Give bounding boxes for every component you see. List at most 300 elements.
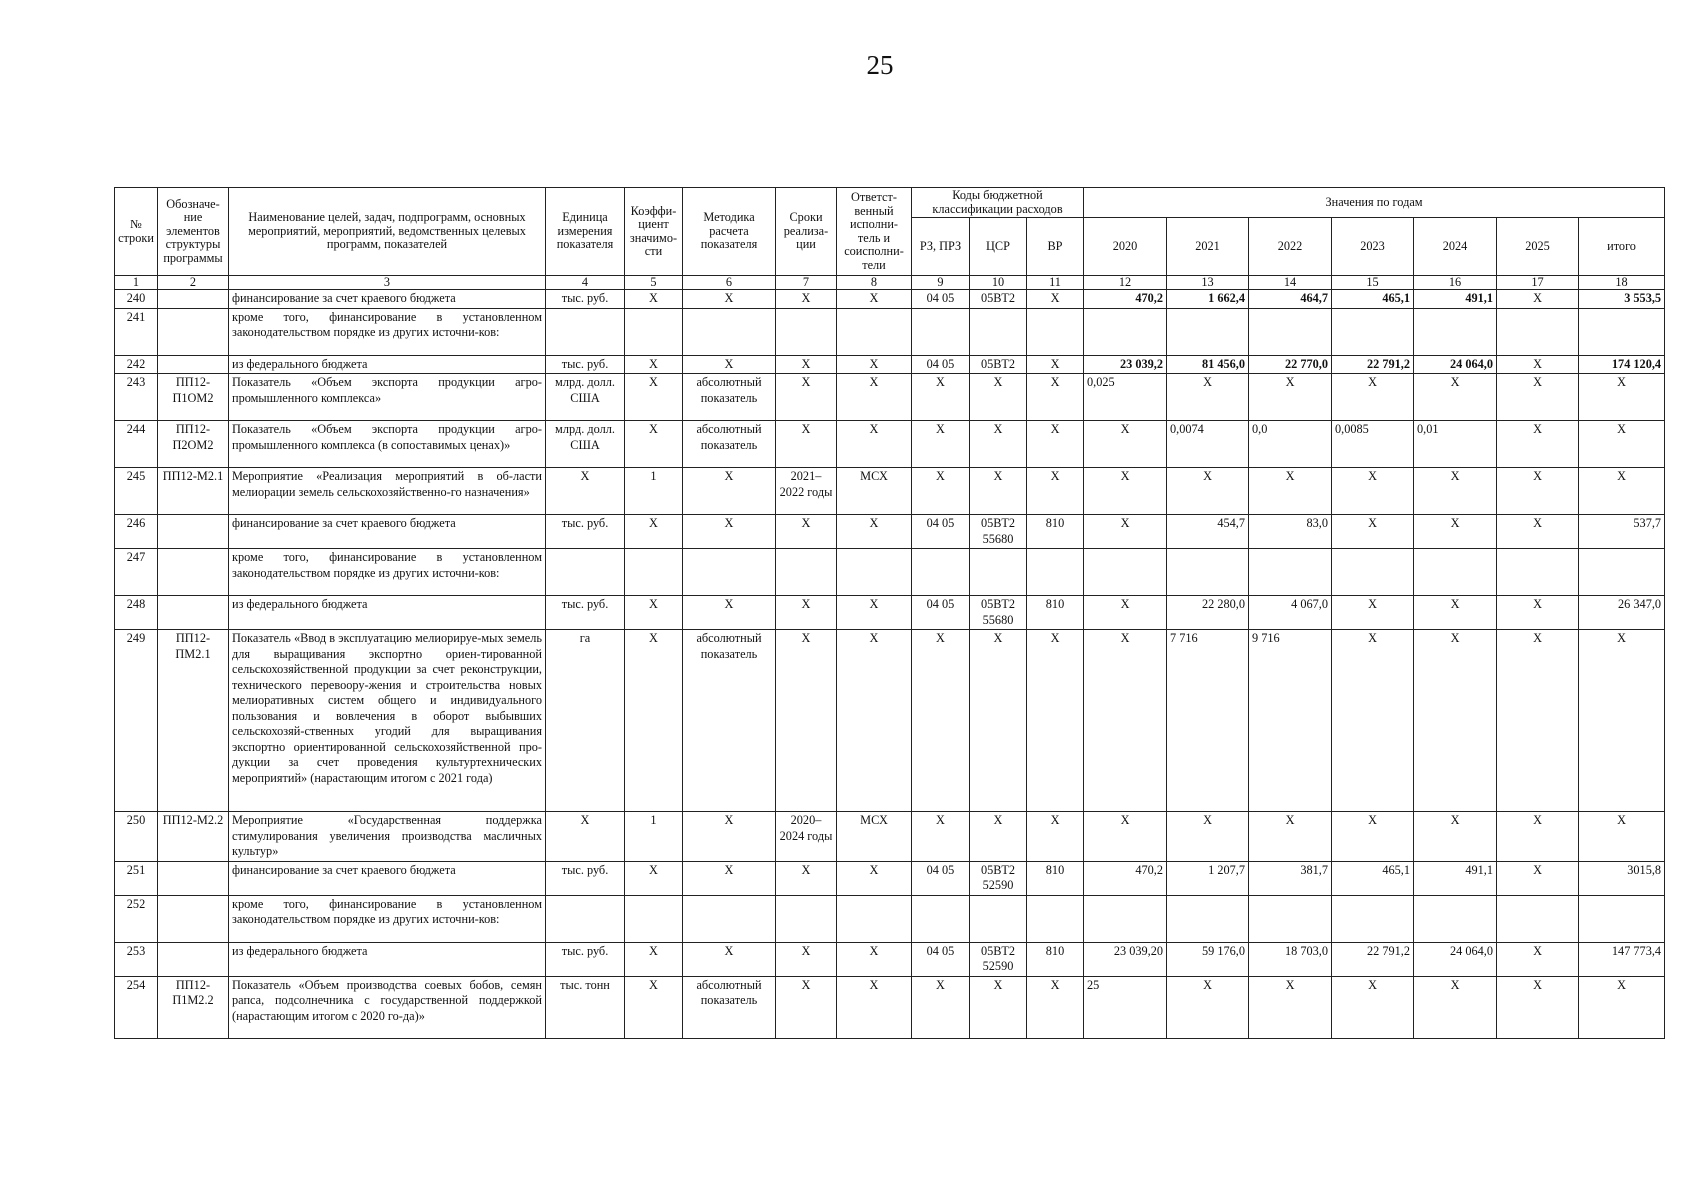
column-number: 18 <box>1579 276 1665 290</box>
responsible-cell <box>837 549 912 596</box>
header-name: Наименование целей, задач, подпрограмм, основных мероприятий, мероприятий, ведомственных целевых программ, показателей <box>229 188 546 276</box>
csr-cell: X <box>970 976 1027 1038</box>
header-row-number: № строки <box>115 188 158 276</box>
header-year: 2022 <box>1249 218 1332 276</box>
structure-code: ПП12-П1ОМ2 <box>158 374 229 421</box>
unit-cell: тыс. руб. <box>546 355 625 374</box>
column-number: 4 <box>546 276 625 290</box>
year-value-cell: X <box>1167 468 1249 515</box>
responsible-cell <box>837 895 912 942</box>
year-value-cell: 4 067,0 <box>1249 596 1332 630</box>
unit-cell: млрд. долл. США <box>546 421 625 468</box>
name-cell: кроме того, финансирование в установленном законодательством порядке из других источни-ков: <box>229 895 546 942</box>
column-number: 16 <box>1414 276 1497 290</box>
header-year: 2023 <box>1332 218 1414 276</box>
coefficient-cell: X <box>625 290 683 309</box>
column-number: 5 <box>625 276 683 290</box>
structure-code: ПП12-М2.2 <box>158 812 229 862</box>
year-value-cell: X <box>1497 942 1579 976</box>
csr-cell: X <box>970 374 1027 421</box>
method-cell: X <box>683 355 776 374</box>
year-value-cell: X <box>1167 812 1249 862</box>
coefficient-cell: X <box>625 861 683 895</box>
column-numbers-row <box>115 276 1665 290</box>
table-row <box>115 895 1665 942</box>
year-value-cell: 59 176,0 <box>1167 942 1249 976</box>
header-budget-codes: Коды бюджетной классификации расходов <box>912 188 1084 218</box>
row-number: 243 <box>115 374 158 421</box>
header-year: 2020 <box>1084 218 1167 276</box>
year-value-cell: X <box>1332 515 1414 549</box>
column-number: 6 <box>683 276 776 290</box>
method-cell <box>683 549 776 596</box>
year-value-cell: X <box>1332 812 1414 862</box>
term-cell: X <box>776 374 837 421</box>
year-value-cell: X <box>1497 290 1579 309</box>
coefficient-cell: X <box>625 355 683 374</box>
table-row <box>115 355 1665 374</box>
column-number: 14 <box>1249 276 1332 290</box>
term-cell: 2021–2022 годы <box>776 468 837 515</box>
year-value-cell: 1 207,7 <box>1167 861 1249 895</box>
method-cell <box>683 895 776 942</box>
table-row <box>115 515 1665 549</box>
year-value-cell: X <box>1497 468 1579 515</box>
csr-cell: X <box>970 468 1027 515</box>
term-cell <box>776 549 837 596</box>
column-number: 3 <box>229 276 546 290</box>
year-value-cell: 83,0 <box>1249 515 1332 549</box>
total-value-cell: 26 347,0 <box>1579 596 1665 630</box>
responsible-cell: X <box>837 355 912 374</box>
term-cell <box>776 308 837 355</box>
year-value-cell: X <box>1249 812 1332 862</box>
row-number: 247 <box>115 549 158 596</box>
vr-cell <box>1027 549 1084 596</box>
row-number: 253 <box>115 942 158 976</box>
year-value-cell: X <box>1084 421 1167 468</box>
year-value-cell: 454,7 <box>1167 515 1249 549</box>
year-value-cell <box>1167 895 1249 942</box>
year-value-cell: 81 456,0 <box>1167 355 1249 374</box>
year-value-cell: X <box>1249 976 1332 1038</box>
row-number: 246 <box>115 515 158 549</box>
coefficient-cell <box>625 895 683 942</box>
total-value-cell: 3 553,5 <box>1579 290 1665 309</box>
year-value-cell: X <box>1167 976 1249 1038</box>
responsible-cell: МСХ <box>837 812 912 862</box>
year-value-cell: X <box>1084 515 1167 549</box>
year-value-cell: X <box>1497 812 1579 862</box>
vr-cell: X <box>1027 630 1084 812</box>
year-value-cell: 491,1 <box>1414 861 1497 895</box>
year-value-cell: X <box>1497 861 1579 895</box>
vr-cell: X <box>1027 290 1084 309</box>
responsible-cell: X <box>837 942 912 976</box>
rz-prz-cell: X <box>912 468 970 515</box>
term-cell: X <box>776 942 837 976</box>
table-row <box>115 942 1665 976</box>
rz-prz-cell: 04 05 <box>912 515 970 549</box>
responsible-cell: МСХ <box>837 468 912 515</box>
year-value-cell: X <box>1414 976 1497 1038</box>
unit-cell: тыс. руб. <box>546 861 625 895</box>
year-value-cell: 0,0074 <box>1167 421 1249 468</box>
total-value-cell <box>1579 895 1665 942</box>
year-value-cell <box>1084 549 1167 596</box>
total-value-cell: 537,7 <box>1579 515 1665 549</box>
csr-cell: X <box>970 630 1027 812</box>
year-value-cell: 23 039,20 <box>1084 942 1167 976</box>
year-value-cell <box>1497 308 1579 355</box>
header-vr: ВР <box>1027 218 1084 276</box>
name-cell: Мероприятие «Государственная поддержка стимулирования увеличения производства масличных культур» <box>229 812 546 862</box>
year-value-cell: 23 039,2 <box>1084 355 1167 374</box>
header-values-by-year: Значения по годам <box>1084 188 1665 218</box>
table-row <box>115 812 1665 862</box>
csr-cell: 05ВТ2 52590 <box>970 942 1027 976</box>
column-number: 15 <box>1332 276 1414 290</box>
responsible-cell: X <box>837 290 912 309</box>
unit-cell <box>546 895 625 942</box>
table-row <box>115 468 1665 515</box>
year-value-cell: X <box>1414 515 1497 549</box>
structure-code: ПП12-П1М2.2 <box>158 976 229 1038</box>
row-number: 242 <box>115 355 158 374</box>
unit-cell: тыс. руб. <box>546 515 625 549</box>
name-cell: из федерального бюджета <box>229 596 546 630</box>
unit-cell: X <box>546 812 625 862</box>
structure-code <box>158 942 229 976</box>
header-year: 2024 <box>1414 218 1497 276</box>
total-value-cell: X <box>1579 630 1665 812</box>
name-cell: кроме того, финансирование в установленном законодательством порядке из других источни-ков: <box>229 308 546 355</box>
year-value-cell: 0,025 <box>1084 374 1167 421</box>
unit-cell: тыс. руб. <box>546 596 625 630</box>
year-value-cell <box>1084 308 1167 355</box>
column-number: 11 <box>1027 276 1084 290</box>
name-cell: финансирование за счет краевого бюджета <box>229 290 546 309</box>
csr-cell: 05ВТ2 55680 <box>970 596 1027 630</box>
row-number: 244 <box>115 421 158 468</box>
responsible-cell: X <box>837 374 912 421</box>
year-value-cell: X <box>1332 630 1414 812</box>
year-value-cell: 0,01 <box>1414 421 1497 468</box>
unit-cell: тыс. тонн <box>546 976 625 1038</box>
year-value-cell <box>1332 895 1414 942</box>
term-cell: X <box>776 861 837 895</box>
year-value-cell <box>1249 549 1332 596</box>
column-number: 13 <box>1167 276 1249 290</box>
structure-code <box>158 355 229 374</box>
rz-prz-cell <box>912 895 970 942</box>
year-value-cell <box>1332 308 1414 355</box>
term-cell: X <box>776 596 837 630</box>
year-value-cell: 381,7 <box>1249 861 1332 895</box>
total-value-cell: X <box>1579 374 1665 421</box>
year-value-cell: 25 <box>1084 976 1167 1038</box>
year-value-cell: X <box>1249 374 1332 421</box>
term-cell: X <box>776 421 837 468</box>
method-cell: X <box>683 290 776 309</box>
vr-cell: 810 <box>1027 942 1084 976</box>
year-value-cell: X <box>1084 630 1167 812</box>
csr-cell: 05ВТ2 <box>970 355 1027 374</box>
year-value-cell: 22 791,2 <box>1332 355 1414 374</box>
vr-cell <box>1027 895 1084 942</box>
table-row <box>115 630 1665 812</box>
name-cell: Показатель «Объем экспорта продукции агро-промышленного комплекса» <box>229 374 546 421</box>
row-number: 245 <box>115 468 158 515</box>
year-value-cell <box>1414 308 1497 355</box>
total-value-cell <box>1579 308 1665 355</box>
csr-cell <box>970 895 1027 942</box>
term-cell: X <box>776 290 837 309</box>
total-value-cell: X <box>1579 812 1665 862</box>
name-cell: из федерального бюджета <box>229 355 546 374</box>
term-cell: X <box>776 355 837 374</box>
year-value-cell: 18 703,0 <box>1249 942 1332 976</box>
vr-cell: 810 <box>1027 861 1084 895</box>
year-value-cell: X <box>1414 374 1497 421</box>
vr-cell: X <box>1027 374 1084 421</box>
rz-prz-cell: X <box>912 976 970 1038</box>
header-responsible: Ответст-венный исполни-тель и соисполни-тели <box>837 188 912 276</box>
row-number: 241 <box>115 308 158 355</box>
year-value-cell: X <box>1414 468 1497 515</box>
table-row <box>115 290 1665 309</box>
total-value-cell: 3015,8 <box>1579 861 1665 895</box>
responsible-cell <box>837 308 912 355</box>
table-row <box>115 549 1665 596</box>
name-cell: Показатель «Ввод в эксплуатацию мелиорируе-мых земель для выращивания экспортно ориен-тированной сельскохозяйственной продукции за счет реконструкции, технического перевоору-жения и строительства новых мелиоративных систем общего и индивидуального пользования и вовлечения в оборот выбывших сельскохозяй-ственных угодий для выращивания экспортно ориентированной сельскохозяйственной про-дукции за счет проведения культуртехнических мероприятий» (нарастающим итогом с 2021 года) <box>229 630 546 812</box>
table-row <box>115 421 1665 468</box>
csr-cell: X <box>970 421 1027 468</box>
row-number: 251 <box>115 861 158 895</box>
csr-cell: X <box>970 812 1027 862</box>
header-structure-code: Обозначе-ние элементов структуры программы <box>158 188 229 276</box>
year-value-cell: 9 716 <box>1249 630 1332 812</box>
total-value-cell: X <box>1579 976 1665 1038</box>
name-cell: Показатель «Объем производства соевых бобов, семян рапса, подсолнечника с государственной поддержкой (нарастающим итогом с 2020 го-да)» <box>229 976 546 1038</box>
vr-cell <box>1027 308 1084 355</box>
year-value-cell: X <box>1249 468 1332 515</box>
structure-code <box>158 308 229 355</box>
column-number: 9 <box>912 276 970 290</box>
vr-cell: X <box>1027 468 1084 515</box>
year-value-cell <box>1249 308 1332 355</box>
vr-cell: 810 <box>1027 596 1084 630</box>
structure-code <box>158 549 229 596</box>
year-value-cell: X <box>1497 515 1579 549</box>
year-value-cell: 464,7 <box>1249 290 1332 309</box>
table-row <box>115 596 1665 630</box>
total-value-cell: X <box>1579 421 1665 468</box>
method-cell: X <box>683 468 776 515</box>
name-cell: финансирование за счет краевого бюджета <box>229 861 546 895</box>
vr-cell: X <box>1027 355 1084 374</box>
csr-cell <box>970 549 1027 596</box>
year-value-cell: X <box>1497 374 1579 421</box>
name-cell: Показатель «Объем экспорта продукции агро-промышленного комплекса (в сопоставимых ценах)» <box>229 421 546 468</box>
year-value-cell: X <box>1497 355 1579 374</box>
header-year: 2025 <box>1497 218 1579 276</box>
method-cell: X <box>683 515 776 549</box>
term-cell: 2020–2024 годы <box>776 812 837 862</box>
year-value-cell <box>1249 895 1332 942</box>
row-number: 249 <box>115 630 158 812</box>
table-body <box>115 290 1665 1039</box>
year-value-cell: 0,0085 <box>1332 421 1414 468</box>
structure-code <box>158 290 229 309</box>
header-csr: ЦСР <box>970 218 1027 276</box>
rz-prz-cell: 04 05 <box>912 861 970 895</box>
year-value-cell: X <box>1332 374 1414 421</box>
term-cell: X <box>776 515 837 549</box>
year-value-cell <box>1167 308 1249 355</box>
rz-prz-cell: 04 05 <box>912 596 970 630</box>
year-value-cell <box>1497 895 1579 942</box>
rz-prz-cell: 04 05 <box>912 290 970 309</box>
year-value-cell: 470,2 <box>1084 290 1167 309</box>
year-value-cell: 465,1 <box>1332 290 1414 309</box>
year-value-cell: 22 770,0 <box>1249 355 1332 374</box>
coefficient-cell: X <box>625 421 683 468</box>
total-value-cell <box>1579 549 1665 596</box>
column-number: 12 <box>1084 276 1167 290</box>
year-value-cell: X <box>1084 468 1167 515</box>
table-row <box>115 374 1665 421</box>
coefficient-cell: X <box>625 596 683 630</box>
responsible-cell: X <box>837 630 912 812</box>
responsible-cell: X <box>837 861 912 895</box>
name-cell: финансирование за счет краевого бюджета <box>229 515 546 549</box>
year-value-cell: X <box>1414 596 1497 630</box>
year-value-cell: X <box>1167 374 1249 421</box>
coefficient-cell: X <box>625 976 683 1038</box>
vr-cell: 810 <box>1027 515 1084 549</box>
coefficient-cell: X <box>625 630 683 812</box>
term-cell <box>776 895 837 942</box>
rz-prz-cell: X <box>912 421 970 468</box>
unit-cell: тыс. руб. <box>546 290 625 309</box>
name-cell: Мероприятие «Реализация мероприятий в об-ласти мелиорации земель сельскохозяйственно-го назначения» <box>229 468 546 515</box>
responsible-cell: X <box>837 976 912 1038</box>
method-cell <box>683 308 776 355</box>
unit-cell: га <box>546 630 625 812</box>
csr-cell: 05ВТ2 55680 <box>970 515 1027 549</box>
total-value-cell: X <box>1579 468 1665 515</box>
vr-cell: X <box>1027 812 1084 862</box>
header-coefficient: Коэффи-циент значимо-сти <box>625 188 683 276</box>
year-value-cell <box>1084 895 1167 942</box>
rz-prz-cell: X <box>912 374 970 421</box>
year-value-cell: X <box>1497 976 1579 1038</box>
year-value-cell: 0,0 <box>1249 421 1332 468</box>
method-cell: X <box>683 812 776 862</box>
year-value-cell <box>1497 549 1579 596</box>
year-value-cell: 22 280,0 <box>1167 596 1249 630</box>
structure-code <box>158 596 229 630</box>
rz-prz-cell <box>912 549 970 596</box>
total-value-cell: 147 773,4 <box>1579 942 1665 976</box>
term-cell: X <box>776 976 837 1038</box>
coefficient-cell: 1 <box>625 468 683 515</box>
column-number: 8 <box>837 276 912 290</box>
year-value-cell: X <box>1414 630 1497 812</box>
vr-cell: X <box>1027 421 1084 468</box>
page-number: 25 <box>866 50 894 80</box>
year-value-cell <box>1414 549 1497 596</box>
header-rz-prz: РЗ, ПРЗ <box>912 218 970 276</box>
csr-cell: 05ВТ2 52590 <box>970 861 1027 895</box>
unit-cell <box>546 308 625 355</box>
rz-prz-cell: 04 05 <box>912 942 970 976</box>
method-cell: X <box>683 596 776 630</box>
table-header <box>115 188 1665 290</box>
responsible-cell: X <box>837 421 912 468</box>
name-cell: кроме того, финансирование в установленном законодательством порядке из других источни-ков: <box>229 549 546 596</box>
year-value-cell: X <box>1332 468 1414 515</box>
header-method: Методика расчета показателя <box>683 188 776 276</box>
year-value-cell: 22 791,2 <box>1332 942 1414 976</box>
year-value-cell: X <box>1084 596 1167 630</box>
year-value-cell: X <box>1497 421 1579 468</box>
year-value-cell <box>1332 549 1414 596</box>
csr-cell: 05ВТ2 <box>970 290 1027 309</box>
method-cell: абсолютный показатель <box>683 374 776 421</box>
csr-cell <box>970 308 1027 355</box>
structure-code <box>158 895 229 942</box>
structure-code <box>158 861 229 895</box>
column-number: 10 <box>970 276 1027 290</box>
year-value-cell: 24 064,0 <box>1414 942 1497 976</box>
method-cell: X <box>683 861 776 895</box>
year-value-cell: X <box>1332 976 1414 1038</box>
year-value-cell: 470,2 <box>1084 861 1167 895</box>
table-row <box>115 308 1665 355</box>
unit-cell: тыс. руб. <box>546 942 625 976</box>
method-cell: абсолютный показатель <box>683 630 776 812</box>
column-number: 17 <box>1497 276 1579 290</box>
unit-cell: X <box>546 468 625 515</box>
term-cell: X <box>776 630 837 812</box>
rz-prz-cell: X <box>912 812 970 862</box>
row-number: 252 <box>115 895 158 942</box>
structure-code <box>158 515 229 549</box>
header-term: Сроки реализа-ции <box>776 188 837 276</box>
rz-prz-cell <box>912 308 970 355</box>
method-cell: X <box>683 942 776 976</box>
rz-prz-cell: 04 05 <box>912 355 970 374</box>
table-row <box>115 861 1665 895</box>
year-value-cell: X <box>1414 812 1497 862</box>
structure-code: ПП12-ПМ2.1 <box>158 630 229 812</box>
row-number: 248 <box>115 596 158 630</box>
coefficient-cell: X <box>625 374 683 421</box>
coefficient-cell <box>625 308 683 355</box>
year-value-cell: 465,1 <box>1332 861 1414 895</box>
year-value-cell <box>1414 895 1497 942</box>
year-value-cell: 24 064,0 <box>1414 355 1497 374</box>
name-cell: из федерального бюджета <box>229 942 546 976</box>
responsible-cell: X <box>837 596 912 630</box>
year-value-cell: X <box>1332 596 1414 630</box>
header-unit: Единица измерения показателя <box>546 188 625 276</box>
method-cell: абсолютный показатель <box>683 421 776 468</box>
coefficient-cell: X <box>625 515 683 549</box>
unit-cell: млрд. долл. США <box>546 374 625 421</box>
